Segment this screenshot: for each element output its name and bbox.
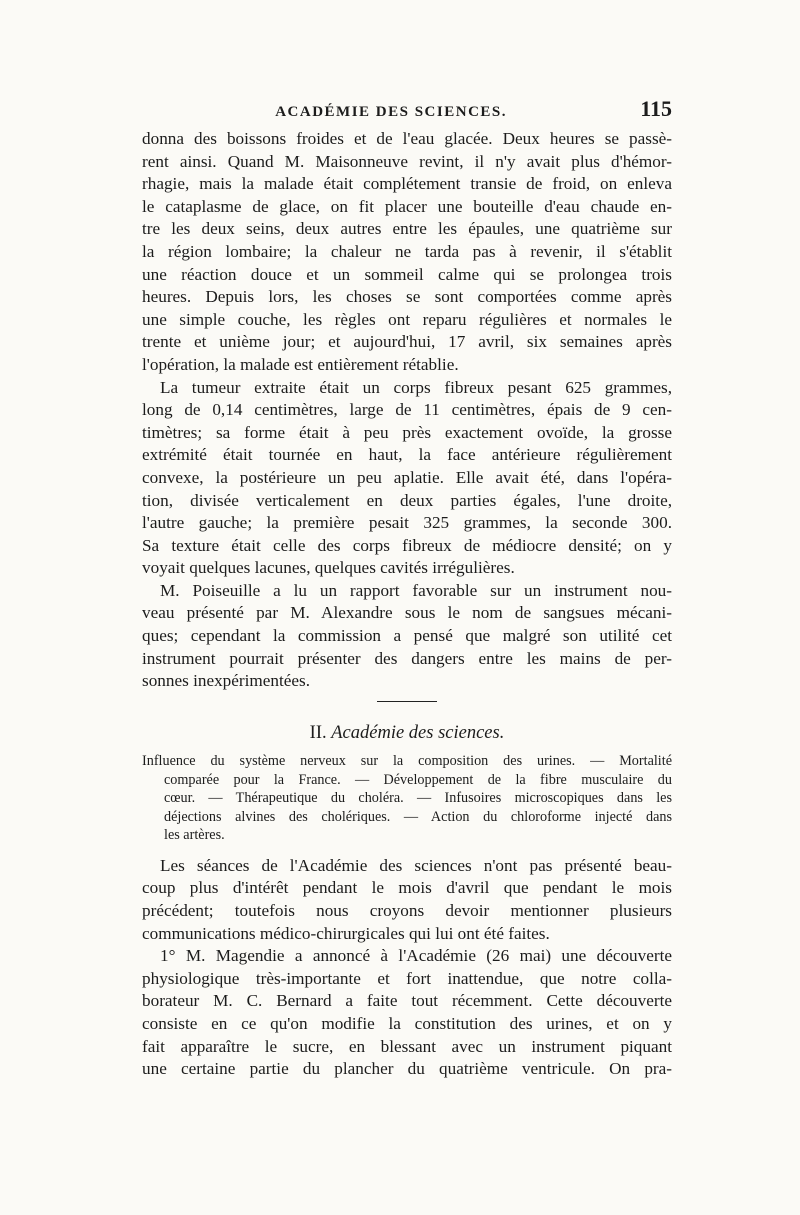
section-heading [142, 720, 672, 746]
text-line: veau présenté par M. Alexandre sous le nom de sangsues mécani- [142, 603, 672, 623]
text-line: borateur M. C. Bernard a faite tout récemment. Cette découverte [142, 991, 672, 1011]
text-line: communications médico-chirurgicales qui lui ont été faites. [142, 923, 550, 943]
page-number: 115 [640, 96, 672, 121]
section-divider [377, 701, 437, 703]
text-line: ques; cependant la commission a pensé que malgré son utilité cet [142, 626, 672, 646]
text-line: tion, divisée verticalement en deux parties égales, l'une droite, [142, 490, 672, 510]
text-line: l'autre gauche; la première pesait 325 grammes, la seconde 300. [142, 513, 672, 533]
text-line: une simple couche, les règles ont reparu régulières et normales le [142, 309, 672, 329]
summary-line: cœur. — Thérapeutique du choléra. — Infusoires microscopiques dans les [164, 790, 672, 807]
text-line: l'opération, la malade est entièrement rétablie. [142, 354, 459, 374]
summary-line: les artères. [164, 827, 225, 844]
page-body [142, 128, 672, 1081]
text-line: trente et unième jour; et aujourd'hui, 17 avril, six semaines après [142, 332, 672, 352]
text-line: le cataplasme de glace, on fit placer une bouteille d'eau chaude en- [142, 196, 672, 216]
text-line: fait apparaître le sucre, en blessant avec un instrument piquant [142, 1036, 672, 1056]
text-line: précédent; toutefois nous croyons devoir mentionner plusieurs [142, 901, 672, 921]
paragraph-2 [142, 377, 672, 580]
paragraph-3 [142, 580, 672, 693]
text-line: voyait quelques lacunes, quelques cavités irrégulières. [142, 558, 515, 578]
summary-line: Influence du système nerveux sur la composition des urines. — Mortalité [142, 753, 672, 770]
text-line: Sa texture était celle des corps fibreux de médiocre densité; on y [142, 535, 672, 555]
text-line: sonnes inexpérimentées. [142, 671, 311, 691]
text-line: physiologique très-importante et fort inattendue, que notre colla- [142, 968, 672, 988]
text-line: consiste en ce qu'on modifie la constitution des urines, et on y [142, 1014, 672, 1033]
text-line: 1° M. Magendie a annoncé à l'Académie (26 mai) une découverte [160, 946, 672, 966]
text-line: La tumeur extraite était un corps fibreux pesant 625 grammes, [160, 377, 672, 397]
text-line: tre les deux seins, deux autres entre les épaules, une quatrième sur [142, 219, 672, 239]
text-line: donna des boissons froides et de l'eau glacée. Deux heures se passè- [142, 129, 672, 148]
text-line: M. Poiseuille a lu un rapport favorable sur un instrument nou- [160, 580, 672, 600]
text-line: une certaine partie du plancher du quatrième ventricule. On pra- [142, 1059, 672, 1079]
summary-line: comparée pour la France. — Développement de la fibre musculaire du [164, 771, 672, 788]
paragraph-5 [142, 945, 672, 1081]
section-title: Académie des sciences. [331, 723, 505, 744]
text-line: rhagie, mais la malade était complétement transie de froid, on enleva [142, 174, 672, 194]
text-line: Les séances de l'Académie des sciences n'ont pas présenté beau- [160, 855, 672, 875]
text-line: rent ainsi. Quand M. Maisonneuve revint, il n'y avait plus d'hémor- [142, 151, 672, 171]
summary-line: déjections alvines des cholériques. — Action du chloroforme injecté dans [164, 808, 672, 825]
running-title: ACADÉMIE DES SCIENCES. [275, 104, 507, 120]
text-line: long de 0,14 centimètres, large de 11 centimètres, épais de 9 cen- [142, 400, 672, 420]
text-line: la région lombaire; la chaleur ne tarda pas à revenir, il s'établit [142, 241, 672, 261]
text-line: extrémité était tournée en haut, la face antérieure régulièrement [142, 445, 672, 465]
paragraph-4 [142, 855, 672, 945]
running-header [142, 96, 672, 122]
section-summary [142, 752, 672, 845]
paragraph-1 [142, 128, 672, 377]
section-number: II. [309, 723, 327, 744]
text-line: coup plus d'intérêt pendant le mois d'avril que pendant le mois [142, 878, 672, 898]
text-line: une réaction douce et un sommeil calme qui se prolongea trois [142, 264, 672, 284]
text-line: instrument pourrait présenter des dangers entre les mains de per- [142, 648, 672, 668]
text-line: timètres; sa forme était à peu près exactement ovoïde, la grosse [142, 422, 672, 442]
text-line: convexe, la postérieure un peu aplatie. Elle avait été, dans l'opéra- [142, 467, 672, 487]
text-line: heures. Depuis lors, les choses se sont comportées comme après [142, 287, 672, 307]
